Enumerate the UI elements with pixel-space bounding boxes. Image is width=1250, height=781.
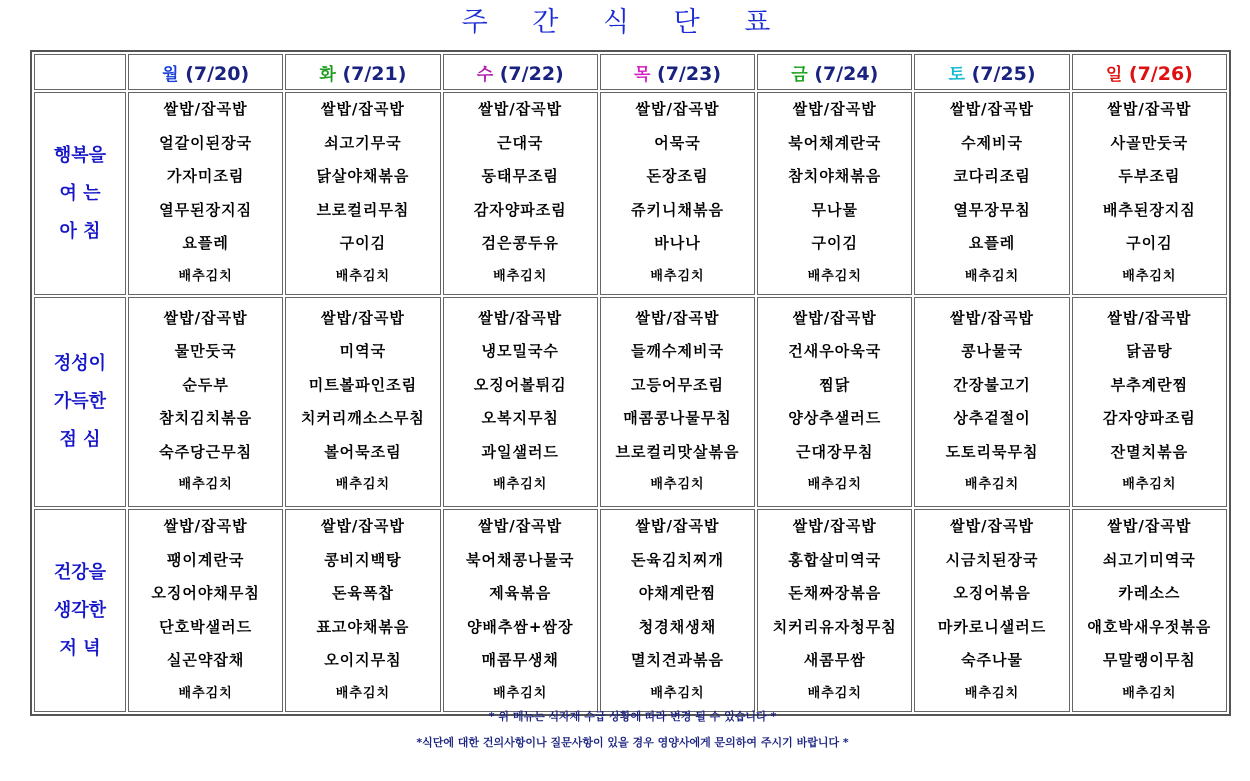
weekly-menu-table <box>30 50 1231 716</box>
menu-item: 들깨수제비국 <box>631 342 724 360</box>
header-row <box>34 54 1227 90</box>
menu-item: 쌀밥/잡곡밥 <box>1107 308 1192 327</box>
menu-item: 오징어볼튀김 <box>473 375 567 394</box>
menu-item: 배추김치 <box>807 685 862 701</box>
menu-item: 닭살야채볶음 <box>316 167 410 185</box>
menu-cell <box>1072 297 1227 507</box>
menu-item: 요플레 <box>968 234 1016 252</box>
menu-item: 요플레 <box>182 234 229 252</box>
day-header <box>443 54 598 90</box>
day-date: (7/22) <box>499 62 564 85</box>
menu-item: 매콤무생채 <box>481 651 559 669</box>
menu-item: 물만둣국 <box>174 342 237 360</box>
menu-item: 배추김치 <box>964 685 1020 701</box>
menu-item: 콩나물국 <box>961 342 1024 360</box>
day-header <box>757 54 912 90</box>
menu-item: 바나나 <box>654 234 701 252</box>
meal-row <box>34 509 1227 712</box>
day-name: 토 <box>948 64 965 85</box>
menu-item: 배추김치 <box>1122 268 1177 284</box>
menu-item: 쌀밥/잡곡밥 <box>635 517 720 535</box>
menu-item: 배추김치 <box>493 268 548 284</box>
meal-label <box>34 509 126 712</box>
menu-item: 양상추샐러드 <box>788 409 882 427</box>
menu-item: 배추김치 <box>650 685 705 701</box>
menu-item: 배추김치 <box>1122 685 1177 701</box>
day-header <box>914 54 1069 90</box>
menu-item: 쌀밥/잡곡밥 <box>163 308 248 327</box>
menu-item: 배추김치 <box>807 477 862 492</box>
menu-item: 쌀밥/잡곡밥 <box>320 308 405 327</box>
menu-item: 배추김치 <box>807 268 862 284</box>
menu-item: 야채계란찜 <box>638 584 717 602</box>
menu-item: 쌀밥/잡곡밥 <box>163 517 248 535</box>
menu-item: 단호박샐러드 <box>159 617 253 636</box>
menu-item: 코다리조림 <box>953 167 1031 185</box>
menu-item: 구이김 <box>811 234 858 252</box>
menu-item: 제육볶음 <box>489 584 552 602</box>
day-header <box>600 54 755 90</box>
meal-label <box>34 297 126 507</box>
menu-item: 열무된장지짐 <box>159 200 253 219</box>
menu-item: 매콤콩나물무침 <box>623 409 732 427</box>
menu-item: 애호박새우젓볶음 <box>1087 617 1212 636</box>
menu-item: 가자미조림 <box>166 167 245 185</box>
menu-item: 쌀밥/잡곡밥 <box>320 100 405 118</box>
menu-item: 브로컬리무침 <box>316 200 410 219</box>
menu-item: 감자양파조림 <box>1102 409 1196 427</box>
menu-item: 근대국 <box>496 133 544 152</box>
menu-item: 수제비국 <box>961 133 1024 152</box>
menu-cell <box>757 92 912 295</box>
menu-item: 두부조림 <box>1118 167 1181 185</box>
menu-item: 배추김치 <box>493 685 548 701</box>
menu-item: 숙주나물 <box>961 651 1024 669</box>
menu-item: 숙주당근무침 <box>159 442 253 461</box>
day-date: (7/24) <box>814 62 879 85</box>
menu-item: 쌀밥/잡곡밥 <box>635 100 720 118</box>
menu-item: 쌀밥/잡곡밥 <box>1107 517 1192 535</box>
day-date: (7/25) <box>971 62 1036 85</box>
meal-label <box>34 92 126 295</box>
menu-item: 어묵국 <box>654 133 701 152</box>
menu-item: 열무장무침 <box>953 200 1031 219</box>
menu-cell <box>757 509 912 712</box>
menu-item: 치커리유자청무침 <box>772 617 897 636</box>
menu-cell <box>600 297 755 507</box>
menu-item: 볼어묵조림 <box>324 442 402 461</box>
menu-item: 쌀밥/잡곡밥 <box>478 517 563 535</box>
menu-item: 쌀밥/잡곡밥 <box>1107 100 1192 118</box>
day-date: (7/26) <box>1128 62 1193 85</box>
menu-item: 참치김치볶음 <box>159 409 253 427</box>
menu-item: 배추김치 <box>650 268 705 284</box>
meal-label-line: 여 는 <box>59 182 101 204</box>
menu-item: 새콤무쌈 <box>803 651 866 669</box>
menu-item: 냉모밀국수 <box>481 342 559 360</box>
menu-item: 닭곰탕 <box>1126 342 1173 360</box>
day-date: (7/21) <box>342 62 407 85</box>
menu-item: 쇠고기무국 <box>324 133 402 152</box>
meal-label-line: 아 침 <box>59 220 101 242</box>
menu-cell <box>128 297 283 507</box>
menu-item: 돈육폭찹 <box>331 584 394 602</box>
menu-item: 쌀밥/잡곡밥 <box>792 308 877 327</box>
menu-item: 오복지무침 <box>481 409 559 427</box>
menu-item: 쌀밥/잡곡밥 <box>792 517 877 535</box>
meal-label-line: 점 심 <box>59 429 101 450</box>
menu-item: 검은콩두유 <box>481 234 559 252</box>
corner-cell <box>34 54 126 90</box>
menu-cell <box>757 297 912 507</box>
menu-item: 실곤약잡채 <box>166 651 245 669</box>
menu-item: 참치야채볶음 <box>788 167 882 185</box>
menu-item: 쌀밥/잡곡밥 <box>950 100 1035 118</box>
day-name: 금 <box>791 64 808 85</box>
menu-item: 잔멸치볶음 <box>1110 442 1189 461</box>
menu-cell <box>1072 509 1227 712</box>
day-date: (7/23) <box>657 62 721 85</box>
menu-item: 배추김치 <box>650 477 705 492</box>
meal-label-line: 가득한 <box>53 391 107 412</box>
menu-item: 간장불고기 <box>953 375 1031 394</box>
meal-label-line: 생각한 <box>53 599 107 621</box>
menu-item: 마카로니샐러드 <box>937 617 1047 636</box>
day-name: 목 <box>633 64 651 85</box>
menu-item: 찜닭 <box>819 375 851 394</box>
menu-cell <box>285 509 440 712</box>
menu-item: 양배추쌈+쌈장 <box>466 617 574 636</box>
menu-item: 배추김치 <box>964 477 1020 492</box>
menu-item: 쌀밥/잡곡밥 <box>478 308 563 327</box>
day-header <box>128 54 283 90</box>
menu-item: 무나물 <box>811 200 858 219</box>
menu-item: 도토리묵무침 <box>945 442 1039 461</box>
menu-item: 무말랭이무침 <box>1102 651 1196 669</box>
menu-item: 배추김치 <box>178 477 233 492</box>
menu-item: 멸치견과볶음 <box>631 651 724 669</box>
menu-item: 배추김치 <box>335 268 391 284</box>
menu-cell <box>914 92 1069 295</box>
menu-item: 미트볼파인조림 <box>308 375 418 394</box>
menu-item: 구이김 <box>339 234 387 252</box>
menu-item: 북어채콩나물국 <box>465 550 575 569</box>
menu-item: 카레소스 <box>1118 584 1181 602</box>
menu-item: 배추된장지짐 <box>1102 200 1196 219</box>
menu-cell <box>914 509 1069 712</box>
menu-item: 미역국 <box>339 342 387 360</box>
menu-item: 근대장무침 <box>796 442 874 461</box>
menu-item: 치커리깨소스무침 <box>300 409 425 427</box>
menu-item: 쌀밥/잡곡밥 <box>635 308 720 327</box>
menu-item: 홍합살미역국 <box>788 550 882 569</box>
day-name: 수 <box>476 64 494 85</box>
menu-item: 청경채생채 <box>638 617 717 636</box>
menu-item: 쌀밥/잡곡밥 <box>950 517 1035 535</box>
menu-item: 쌀밥/잡곡밥 <box>950 308 1035 327</box>
menu-cell <box>443 92 598 295</box>
day-name: 화 <box>319 64 336 85</box>
meal-label-line: 정성이 <box>53 353 107 374</box>
menu-item: 팽이계란국 <box>166 550 245 569</box>
inquiry-note: *식단에 대한 건의사항이나 질문사항이 있을 경우 영양사에게 문의하여 주시기 바랍니다 * <box>416 736 849 749</box>
menu-item: 건새우아욱국 <box>788 342 882 360</box>
menu-item: 배추김치 <box>178 268 233 284</box>
menu-cell <box>443 297 598 507</box>
day-header <box>285 54 440 90</box>
menu-item: 사골만둣국 <box>1110 133 1189 152</box>
menu-item: 고등어무조림 <box>631 375 724 394</box>
menu-change-note: * 위 메뉴는 식자재 수급 상황에 따라 변경 될 수 있습니다 * <box>488 710 777 723</box>
menu-item: 동태무조림 <box>481 167 559 185</box>
day-header <box>1072 54 1227 90</box>
menu-item: 배추김치 <box>178 685 233 701</box>
menu-cell <box>128 92 283 295</box>
menu-item: 구이김 <box>1126 234 1173 252</box>
menu-item: 브로컬리맛살볶음 <box>615 442 740 461</box>
menu-item: 부추계란찜 <box>1110 375 1189 394</box>
menu-cell <box>285 297 440 507</box>
menu-item: 시금치된장국 <box>945 550 1039 569</box>
menu-item: 돈장조림 <box>646 167 709 185</box>
menu-cell <box>128 509 283 712</box>
menu-item: 쌀밥/잡곡밥 <box>320 517 405 535</box>
menu-item: 북어채계란국 <box>788 133 882 152</box>
menu-item: 오징어야채무침 <box>151 584 260 602</box>
meal-label-line: 저 녁 <box>59 637 101 659</box>
menu-item: 오징어볶음 <box>953 584 1031 602</box>
menu-item: 돈육김치찌개 <box>631 550 724 569</box>
menu-item: 쌀밥/잡곡밥 <box>163 100 248 118</box>
menu-item: 돈채짜장볶음 <box>788 584 882 602</box>
day-name: 일 <box>1105 64 1123 85</box>
menu-item: 표고야채볶음 <box>316 617 410 636</box>
menu-item: 배추김치 <box>493 477 548 492</box>
menu-item: 콩비지백탕 <box>324 550 402 569</box>
menu-item: 얼갈이된장국 <box>159 133 253 152</box>
menu-item: 순두부 <box>182 375 229 394</box>
menu-cell <box>600 92 755 295</box>
page-title: 주 간 식 단 표 <box>461 7 789 38</box>
meal-row <box>34 92 1227 295</box>
meal-label-line: 건강을 <box>53 561 107 583</box>
menu-item: 쌀밥/잡곡밥 <box>792 100 877 118</box>
menu-item: 상추겉절이 <box>953 409 1031 427</box>
menu-item: 감자양파조림 <box>473 200 567 219</box>
menu-item: 오이지무침 <box>324 651 402 669</box>
menu-cell <box>1072 92 1227 295</box>
menu-item: 배추김치 <box>964 268 1020 284</box>
menu-item: 쌀밥/잡곡밥 <box>478 100 563 118</box>
menu-item: 쥬키니채볶음 <box>631 200 724 219</box>
menu-item: 배추김치 <box>335 685 391 701</box>
meal-row <box>34 297 1227 507</box>
menu-cell <box>914 297 1069 507</box>
menu-cell <box>285 92 440 295</box>
menu-item: 과일샐러드 <box>481 442 559 461</box>
menu-item: 배추김치 <box>335 477 391 492</box>
menu-cell <box>443 509 598 712</box>
menu-item: 배추김치 <box>1122 477 1177 492</box>
menu-cell <box>600 509 755 712</box>
meal-label-line: 행복을 <box>53 144 107 166</box>
day-name: 월 <box>162 64 179 85</box>
day-date: (7/20) <box>185 62 250 85</box>
menu-item: 쇠고기미역국 <box>1102 550 1196 569</box>
